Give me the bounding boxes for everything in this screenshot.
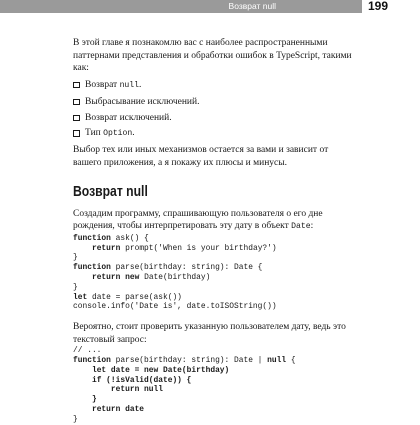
list-item: [73, 96, 353, 109]
code-keyword: function: [73, 263, 111, 273]
list-item: [73, 112, 353, 125]
code-text: [73, 273, 92, 282]
code-keyword: return null: [110, 385, 163, 395]
code-block-ask: [73, 234, 353, 263]
code-line: [73, 253, 78, 262]
checkbox-bullet-icon: [73, 99, 80, 106]
code-keyword: new: [125, 272, 140, 282]
header-band: [0, 0, 362, 13]
code-block-usage: [73, 293, 353, 313]
list-item-code: Option: [103, 129, 133, 139]
code-keyword: if (!isValid(date)) {: [91, 375, 192, 385]
code-text: // ...: [73, 346, 102, 356]
page-number: 199: [368, 0, 389, 13]
code-line: [73, 346, 101, 355]
list-item-code: null: [119, 80, 140, 90]
code-text: [73, 244, 92, 253]
code-text: }: [73, 253, 78, 263]
code-keyword: return date: [91, 405, 145, 415]
code-line: [73, 234, 149, 243]
code-text: Date(birthday): [139, 272, 211, 282]
code-text: [73, 385, 111, 394]
error-patterns-list: [73, 79, 353, 141]
list-item-suffix: .: [132, 128, 135, 139]
code-text: parse(birthday: string): Date |: [110, 356, 268, 366]
code-keyword: return: [91, 243, 121, 253]
code-text: [73, 366, 92, 375]
code-text: date = parse(ask()): [87, 292, 182, 302]
code-text: parse(birthday: string): Date {: [110, 263, 263, 273]
list-item-suffix: .: [139, 79, 142, 90]
running-header-section: Возврат null: [228, 1, 276, 11]
code-text: [73, 405, 92, 414]
intro-paragraph: В этой главе я познакомлю вас с наиболее распространенными паттернами представления и обработки ошибок в TypeScript, такими как:: [73, 38, 352, 74]
code-line: [73, 244, 277, 253]
list-item-text: Возврат исключений.: [85, 112, 172, 123]
code-line: [73, 366, 229, 375]
code-keyword: return: [91, 272, 121, 282]
paragraph-suffix: :: [310, 221, 314, 232]
code-line: [73, 302, 277, 311]
paragraph-text: Создадим программу, спрашивающую пользователя о его дне рождения, чтобы интерпретировать эту дату в объект: [73, 208, 323, 232]
code-line: [73, 405, 144, 414]
choice-paragraph: Выбор тех или иных механизмов остается за вами и зависит от вашего приложения, а я покажу их плюсы и минусы.: [73, 145, 329, 168]
code-line: [73, 283, 78, 292]
code-line: [73, 356, 296, 365]
code-keyword: let date = new Date(birthday): [91, 365, 230, 375]
list-item-text: Выбрасывание исключений.: [85, 96, 200, 107]
code-text: [73, 376, 92, 385]
code-text: }: [73, 414, 78, 424]
checkbox-bullet-icon: [73, 115, 80, 122]
code-text: prompt('When is your birthday?'): [120, 243, 277, 253]
code-text: {: [286, 356, 296, 366]
list-item-text: Тип: [85, 128, 104, 139]
page-body: [73, 37, 353, 425]
code-block-parse: [73, 263, 353, 292]
code-keyword: let: [73, 292, 88, 302]
code-block-parse-null: [73, 346, 353, 424]
paragraph-validate-date: Вероятно, стоит проверить указанную пользователем дату, ведь это текстовый запрос:: [73, 322, 346, 345]
paragraph-ask-birthday: [73, 208, 353, 234]
list-item-text: Возврат: [85, 79, 120, 90]
code-keyword: }: [91, 395, 97, 405]
code-text: ask() {: [110, 233, 149, 243]
checkbox-bullet-icon: [73, 130, 80, 137]
code-keyword: function: [73, 356, 111, 366]
code-line: [73, 385, 163, 394]
code-line: [73, 273, 210, 282]
code-line: [73, 395, 97, 404]
running-header: [0, 0, 420, 13]
code-line: [73, 263, 262, 272]
code-text: console.info('Date is', date.toISOString()): [73, 302, 277, 312]
code-keyword: function: [73, 233, 111, 243]
inline-code: Date: [291, 222, 311, 232]
code-text: }: [73, 282, 78, 292]
section-title: Возврат null: [73, 183, 148, 200]
checkbox-bullet-icon: [73, 82, 80, 89]
code-line: [73, 293, 182, 302]
code-line: [73, 376, 191, 385]
list-item: [73, 127, 353, 141]
code-keyword: null: [267, 356, 287, 366]
code-line: [73, 415, 78, 424]
code-text: [73, 395, 92, 404]
list-item: [73, 79, 353, 93]
